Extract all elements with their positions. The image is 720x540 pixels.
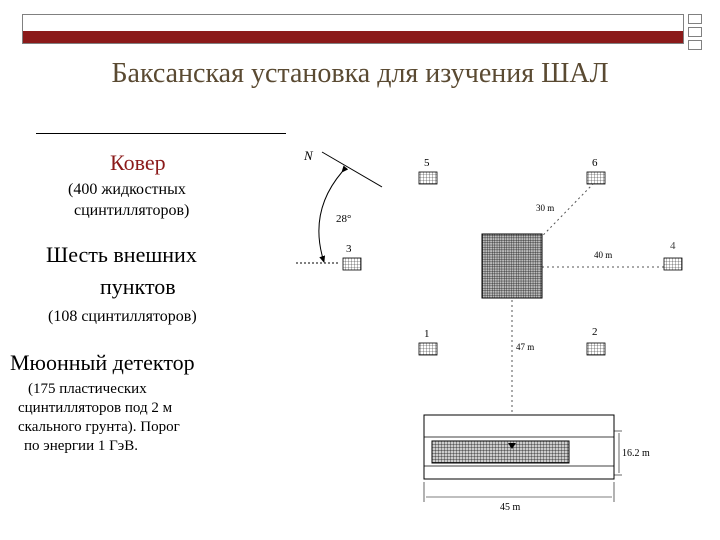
angle-label: 28° [336, 213, 352, 225]
distance-30m: 30 m [536, 203, 555, 213]
carpet-detail-line1: (400 жидкостных [68, 181, 186, 198]
muon-detail-line3: скального грунта). Порог [18, 419, 180, 435]
point-6-label: 6 [592, 157, 598, 169]
point-5-detector [419, 172, 437, 184]
dim-height-label: 16.2 m [622, 448, 650, 459]
point-6-detector [587, 172, 605, 184]
point-1-label: 1 [424, 328, 430, 340]
point-2-detector [587, 343, 605, 355]
carpet-array [482, 234, 542, 298]
north-line [322, 152, 382, 187]
muon-detail-line1: (175 пластических [28, 381, 147, 397]
point-4-label: 4 [670, 240, 676, 252]
muon-heading: Мюонный детектор [10, 350, 195, 375]
point-2-label: 2 [592, 326, 598, 338]
outer-points-heading-line1: Шесть внешних [46, 242, 197, 267]
muon-detail-line2: сцинтилляторов под 2 м [18, 400, 173, 416]
distance-40m: 40 m [594, 250, 613, 260]
slide-title: Баксанская установка для изучения ШАЛ [111, 58, 609, 89]
carpet-detail-line2: сцинтилляторов) [74, 202, 190, 219]
north-label: N [304, 148, 313, 163]
point-1-detector [419, 343, 437, 355]
dim-width-label: 45 m [500, 502, 521, 513]
point-3-label: 3 [346, 243, 352, 255]
muon-detector-array [432, 441, 569, 463]
outer-points-heading-line2: пунктов [100, 274, 176, 299]
distance-47m: 47 m [516, 342, 535, 352]
outer-points-detail: (108 сцинтилляторов) [48, 308, 197, 325]
muon-detail-line4: по энергии 1 ГэВ. [24, 438, 138, 454]
point-5-label: 5 [424, 157, 430, 169]
point-4-detector [664, 258, 682, 270]
carpet-heading: Ковер [110, 150, 166, 175]
point-3-detector [343, 258, 361, 270]
